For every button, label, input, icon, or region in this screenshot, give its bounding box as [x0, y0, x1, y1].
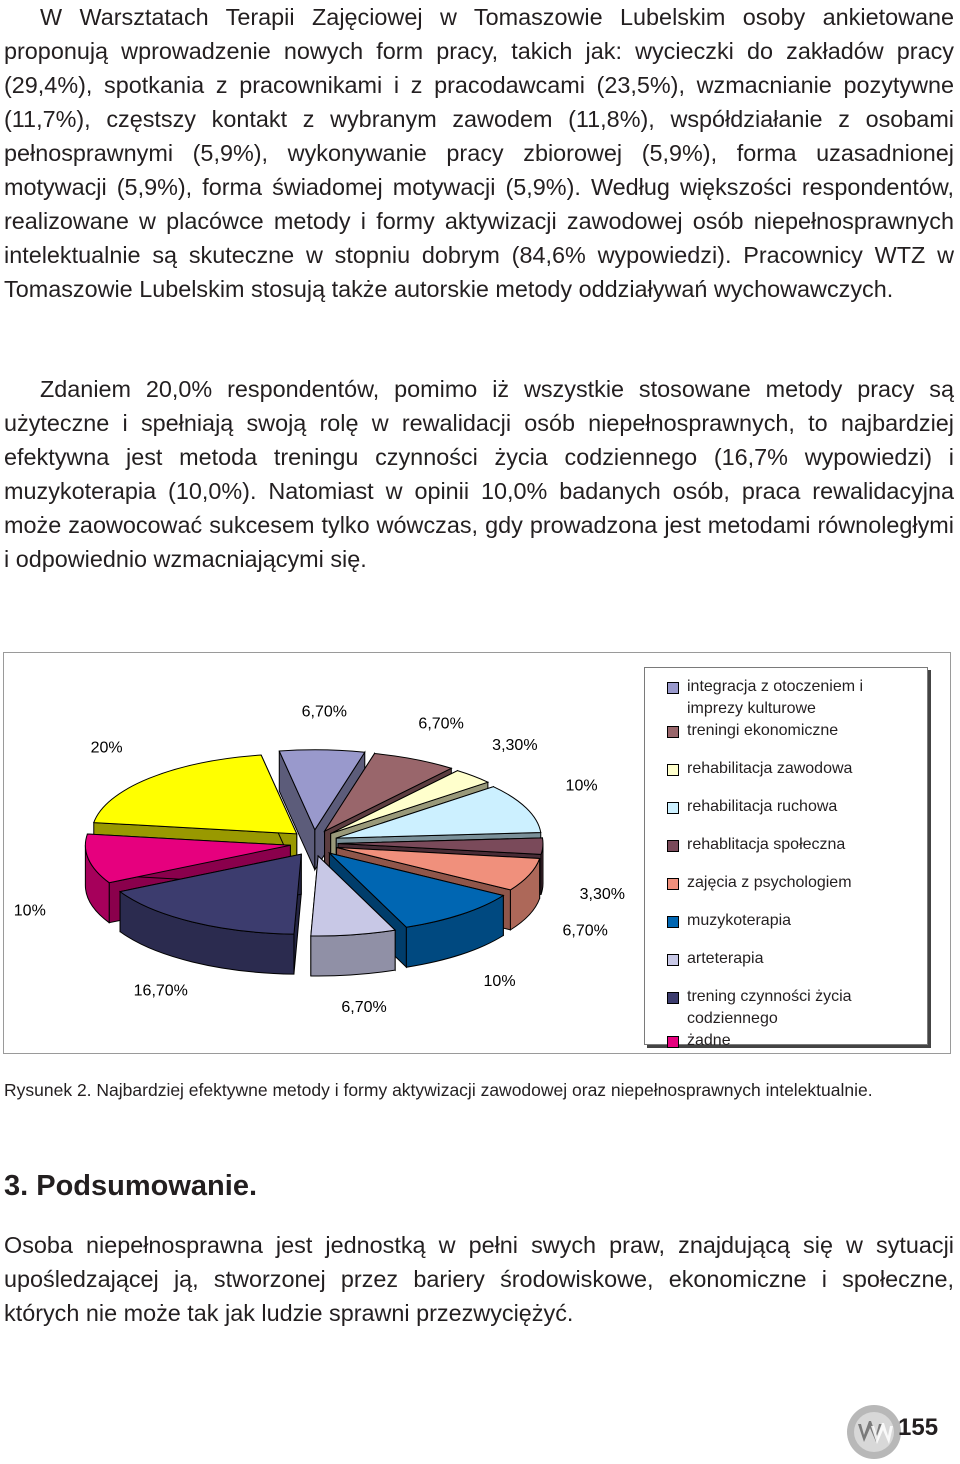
slice-value-label: 10% — [483, 972, 516, 990]
legend-swatch — [667, 802, 679, 814]
legend-label: rehabilitacja zawodowa — [687, 760, 853, 777]
paragraph-2: Zdaniem 20,0% respondentów, pomimo iż wszystkie stosowane metody pracy są użyteczne i spełniają swoją rolę w rewalidacji osób niepełnosprawnych, to najbardziej efektywna jest metoda treningu czynności życia codziennego (16,7% wypowiedzi) i muzykoterapia (10,0%). Natomiast w opinii 10,0% badanych osób, praca rewalidacyjna może zaowocować sukcesem tylko wówczas, gdy prowadzona jest metodami równoległymi i odpowiednio wzmacniającymi się. — [4, 376, 954, 572]
slice-value-label: 10% — [565, 777, 598, 795]
legend-label: żadne — [687, 1032, 731, 1049]
slice-value-label: 16,70% — [133, 982, 188, 1000]
section-heading: 3. Podsumowanie. — [4, 1170, 257, 1202]
legend-label: muzykoterapia — [687, 912, 792, 929]
paragraph-3: Osoba niepełnosprawna jest jednostką w pełni swych praw, znajdującą się w sytuacji upośledzającej ją, stworzonej przez bariery środowiskowe, ekonomiczne i społeczne, których nie może tak jak ludzie sprawni przezwyciężyć. — [4, 1232, 954, 1326]
slice-value-label: 10% — [13, 902, 46, 920]
legend-swatch — [667, 764, 679, 776]
slice-value-label: 6,70% — [341, 998, 387, 1016]
slice-value-label: 6,70% — [562, 922, 608, 940]
slice-value-label: 3,30% — [579, 886, 626, 904]
paragraph-1: W Warsztatach Terapii Zajęciowej w Tomaszowie Lubelskim osoby ankietowane proponują wprowadzenie nowych form pracy, takich jak: wycieczki do zakładów pracy (29,4%), spotkania z pracownikami i z pracodawcami (23,5%), wzmacnianie pozytywne (11,7%), częstszy kontakt z wybranym zawodem (11,8%), współdziałanie z osobami pełnosprawnymi (5,9%), wykonywanie pracy zbiorowej (5,9%), forma uzasadnionej motywacji (5,9%), forma świadomej motywacji (5,9%). Według większości respondentów, realizowane w placówce metody i formy aktywizacji zawodowej osób niepełnosprawnych intelektualnie są skuteczne w stopniu dobrym (84,6% wypowiedzi). Pracownicy WTZ w Tomaszowie Lubelskim stosują także autorskie metody oddziaływań wychowawczych. — [4, 4, 954, 302]
legend-swatch — [667, 682, 679, 694]
legend-swatch — [667, 954, 679, 966]
legend-label: treningi ekonomiczne — [687, 722, 839, 739]
legend-swatch — [667, 840, 679, 852]
legend-label: rehabilitacja ruchowa — [687, 798, 838, 815]
figure-caption: Rysunek 2. Najbardziej efektywne metody i formy aktywizacji zawodowej oraz niepełnosprawnych intelektualnie. — [4, 1080, 873, 1100]
chart-legend — [644, 667, 928, 1049]
legend-swatch — [667, 878, 679, 890]
legend-swatch — [667, 726, 679, 738]
slice-value-label: 6,70% — [418, 715, 464, 733]
legend-swatch — [667, 992, 679, 1004]
page-number: 155 — [898, 1414, 939, 1441]
publisher-logo-icon — [846, 1404, 902, 1460]
legend-label: arteterapia — [687, 950, 764, 967]
slice-value-label: 20% — [90, 739, 123, 757]
legend-swatch — [667, 1036, 679, 1048]
legend-swatch — [667, 916, 679, 928]
legend-label: integracja z otoczeniem i imprezy kulturowe — [687, 678, 864, 717]
slice-value-label: 6,70% — [301, 703, 347, 721]
legend-label: trening czynności życia codziennego — [687, 988, 852, 1027]
figure-pie-chart — [3, 652, 951, 1054]
legend-label: zajęcia z psychologiem — [687, 874, 852, 891]
slice-value-label: 3,30% — [492, 736, 538, 754]
legend-label: rehablitacja społeczna — [687, 836, 846, 853]
